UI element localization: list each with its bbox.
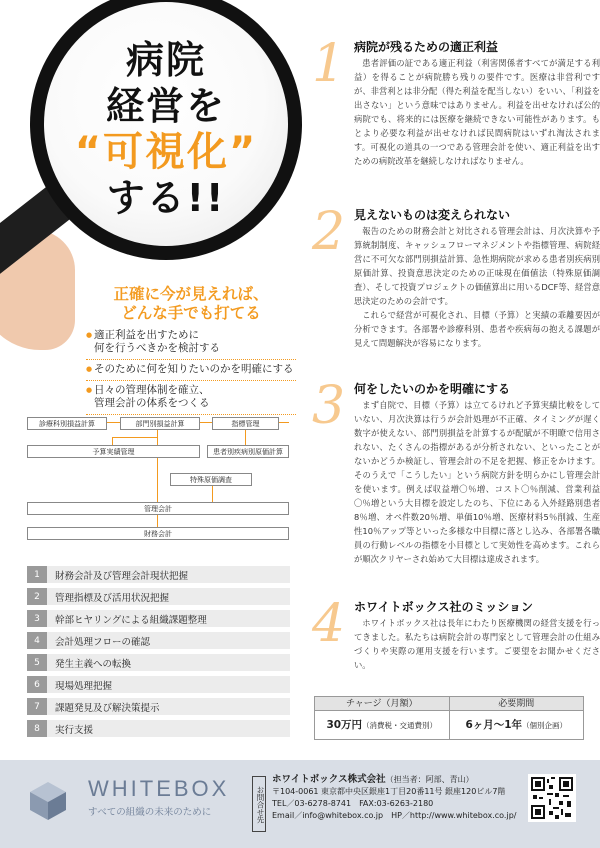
- step-item: [27, 588, 290, 605]
- step-number: 8: [27, 720, 47, 737]
- step-label: 財務会計及び管理会計現状把握: [55, 570, 189, 582]
- diagram-box-indicators: 指標管理: [212, 417, 279, 430]
- period-note: （個別企画）: [522, 721, 568, 730]
- headline-line: “可視化”: [74, 129, 258, 175]
- section-number: 2: [312, 202, 346, 262]
- connector-line: [157, 458, 158, 502]
- section-body: [354, 616, 600, 672]
- bullet-text: ● 適正利益を出すために: [94, 329, 199, 341]
- connector-line: [157, 515, 158, 527]
- section-paragraph: これらで経営が可視化され、目標（予算）と実績の乖離要因が分析できます。各部署や診療科別、患者や疾病毎の抱える課題が見えて問題解決が容易になります。: [354, 310, 600, 348]
- step-label: 管理指標及び活用状況把握: [55, 592, 170, 604]
- section-body: [354, 398, 600, 566]
- step-label: 発生主義への転換: [55, 658, 132, 670]
- charge-note: （消費税・交通費別）: [362, 721, 438, 730]
- whitebox-logo-icon: [26, 778, 70, 822]
- diagram-box-patient: 患者別疾病別原価計算: [207, 445, 289, 458]
- step-number: 4: [27, 632, 47, 649]
- step-item: [27, 698, 290, 715]
- diagram-box-department: 部門別損益計算: [120, 417, 200, 430]
- bullet-text: ● 日々の管理体制を確立、: [94, 384, 210, 396]
- step-list: [27, 566, 290, 742]
- step-item: [27, 632, 290, 649]
- charge-amount: 30万円: [326, 719, 363, 731]
- step-label: 幹部ヒヤリングによる組織課題整理: [55, 614, 207, 626]
- period-value: [450, 711, 584, 739]
- section-title: 何をしたいのかを明確にする: [354, 382, 511, 396]
- section-1: [312, 34, 600, 188]
- footer: [0, 760, 600, 848]
- step-item: [27, 654, 290, 671]
- brand-logo-text: WHITEBOX: [88, 776, 230, 801]
- section-body: [354, 224, 600, 350]
- section-paragraph: 患者評価の証である適正利益（利害関係者すべてが満足する利益）を得ることが病院勝ち残りの要件です。医療は非営利ですが、非営利とは非分配（得た利益を配当しない）をいい、「利益を出さない」という意味ではありません。利益を出せなければ公的病院でも、将来的には医療を継続できない可能性があります。もとより必要な利益が出せなければ民間病院はいずれ淘汰されます。可視化の道具の一つである管理会計を使い、適正利益を出すための病院改革を継続しなければなりません。: [354, 58, 600, 166]
- company-line: [272, 774, 517, 786]
- bullet-item: [86, 326, 296, 360]
- step-label: 会計処理フローの確認: [55, 636, 151, 648]
- connector-line: [157, 430, 158, 445]
- charge-table: [314, 696, 584, 740]
- headline-line: 経営を: [105, 84, 226, 128]
- connector-line: [212, 486, 213, 502]
- section-2: [312, 202, 600, 366]
- headline-line: する!!: [106, 176, 226, 220]
- section-paragraph: まず自院で、目標（予算）は立てるけれど予算実績比較をしていない、月次決算は行うが会計処理が不正確、タイミングが遅く数字が使えない、部門別損益を計算するが配賦が不明瞭で信用されない、たくさんの指標があるが分析されない、といったことがないかどうか検証し、管理会計の不足を把握、修正をかけます。そのうえで「こうしたい」という病院方針を明らかにし管理会計を使います。例えば収益増〇％増、コスト〇％削減、営業利益〇％増という大目標を設定したのち、下位にある入外経路別患者8％増、オペ件数20％増、単価10％増、医療材料5％削減、生産性10％アップ等といった多様な中目標に落とし込み、各部署各職員の行動レベルの指標を小目標として実効性を高めます。これらが順次クリヤーされ始めて大目標は達成されます。: [354, 400, 600, 564]
- step-label: 課題発見及び解決策提示: [55, 702, 160, 714]
- step-item: [27, 566, 290, 583]
- inquiry-label: お問合せ先: [252, 776, 266, 832]
- section-paragraph: 報告のための財務会計と対比される管理会計は、月次決算や予算統制制度、キャッシュフローマネジメントや指標管理、病院経営に不可欠な部門別損益計算、急性期病院が求める患者別疾病別原価計算、投資意思決定のための正味現在価値法（特殊原価調査）、そして投資プロジェクトの価値算出に用いるDCF等、経営意思決定のための会計です。: [354, 226, 600, 306]
- step-label: 実行支援: [55, 724, 94, 736]
- company-name: ホワイトボックス株式会社: [272, 774, 386, 785]
- step-number: 1: [27, 566, 47, 583]
- step-number: 5: [27, 654, 47, 671]
- magnifier-lens: [30, 0, 302, 260]
- bullet-item: [86, 360, 296, 381]
- tagline-line: どんな手でも打てる: [121, 304, 261, 322]
- period-header: 必要期間: [498, 699, 535, 709]
- staff-contact: （担当者：阿部、青山）: [385, 775, 474, 784]
- charge-value: [315, 711, 450, 739]
- diagram-box-diagnosis: 診療科別損益計算: [27, 417, 107, 430]
- connector-line: [245, 430, 246, 445]
- step-item: [27, 610, 290, 627]
- charge-header: チャージ（月額）: [315, 697, 450, 710]
- section-title: 病院が残るための適正利益: [354, 40, 499, 54]
- section-paragraph: ホワイトボックス社は長年にわたり医療機関の経営支援を行ってきました。私たちは病院会計の専門家として管理会計の仕組みづくりや実際の運用支援を行います。ご要望をお聞かせください。: [354, 618, 600, 670]
- section-3: [312, 376, 600, 585]
- bullet-text: 何を行うべきかを検討する: [94, 342, 220, 354]
- contact-info: [272, 774, 517, 822]
- step-item: [27, 676, 290, 693]
- connector-line: [112, 437, 157, 438]
- section-number: 4: [312, 594, 346, 654]
- headline: [44, 2, 288, 246]
- charge-value-row: [315, 711, 583, 739]
- diagram-box-financial: 財務会計: [27, 527, 289, 540]
- section-title: 見えないものは変えられない: [354, 208, 511, 222]
- bullet-item: [86, 381, 296, 415]
- section-number: 3: [312, 376, 346, 436]
- headline-line: 病院: [125, 38, 206, 82]
- section-body: [354, 56, 600, 168]
- step-number: 6: [27, 676, 47, 693]
- qr-code-icon[interactable]: [528, 774, 576, 822]
- bullet-list: [86, 326, 296, 415]
- step-number: 2: [27, 588, 47, 605]
- section-title: ホワイトボックス社のミッション: [354, 600, 534, 614]
- step-number: 3: [27, 610, 47, 627]
- address: 〒104-0061 東京都中央区銀座1丁目20番11号 銀座120ビル7階: [272, 787, 506, 796]
- brand-slogan: すべての組織の未来のために: [88, 807, 212, 818]
- accounting-diagram: [27, 417, 289, 541]
- section-number: 1: [312, 34, 346, 94]
- phone-fax: TEL／03-6278-8741 FAX:03-6263-2180: [272, 799, 434, 808]
- section-4: [312, 594, 600, 688]
- diagram-box-mgmt: 管理会計: [27, 502, 289, 515]
- diagram-box-special: 特殊原価調査: [170, 473, 252, 486]
- tagline: [86, 285, 296, 323]
- step-item: [27, 720, 290, 737]
- step-number: 7: [27, 698, 47, 715]
- diagram-box-budget: 予算実績管理: [27, 445, 200, 458]
- step-label: 現場処理把握: [55, 680, 113, 692]
- tagline-line: 正確に今が見えれば、: [113, 285, 269, 303]
- email-web[interactable]: Email／info@whitebox.co.jp HP／http://www.whitebox.co.jp/: [272, 811, 517, 820]
- bullet-text: 管理会計の体系をつくる: [94, 397, 210, 409]
- bullet-text: ● そのために何を知りたいのかを明確にする: [94, 363, 294, 375]
- period-amount: 6ヶ月〜1年: [465, 719, 523, 731]
- charge-header-row: [315, 697, 583, 711]
